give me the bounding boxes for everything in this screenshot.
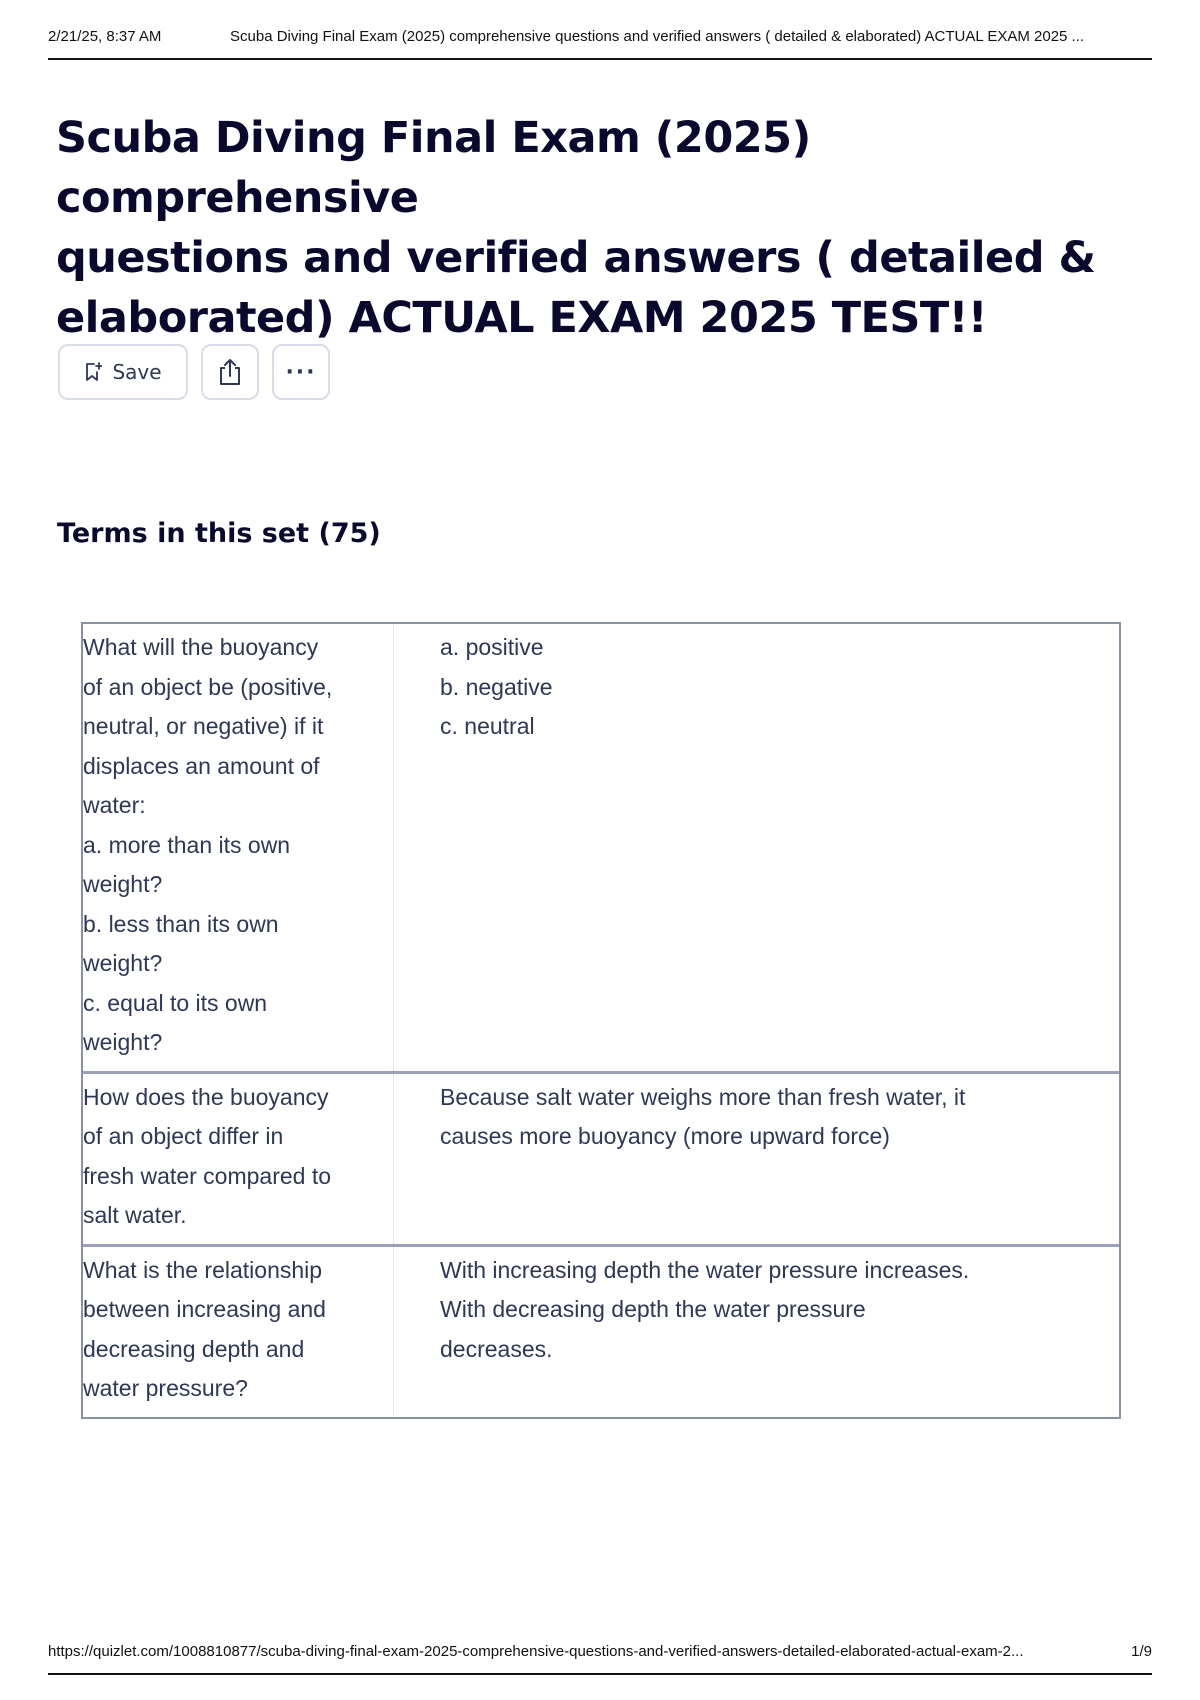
term-line: a. more than its own bbox=[83, 831, 291, 858]
term-line: b. less than its own bbox=[83, 910, 279, 937]
terms-list bbox=[81, 622, 1121, 1419]
term-line: of an object differ in bbox=[83, 1123, 284, 1149]
definition-line: With increasing depth the water pressure increases. bbox=[440, 1256, 970, 1283]
page-title-line: Scuba Diving Final Exam (2025) comprehensive bbox=[56, 113, 811, 223]
page-number: 1/9 bbox=[1131, 1643, 1152, 1660]
term-line: c. equal to its own bbox=[83, 989, 268, 1016]
term-line: of an object be (positive, bbox=[83, 673, 333, 700]
print-url: https://quizlet.com/1008810877/scuba-diving-final-exam-2025-comprehensive-questions-and-verified-answers-detailed-elaborated-actual-exam-2... bbox=[48, 1643, 1024, 1660]
term-word bbox=[83, 624, 394, 1071]
term-card bbox=[83, 1071, 1119, 1244]
term-line: decreasing depth and bbox=[83, 1335, 305, 1362]
term-line: salt water. bbox=[83, 1202, 187, 1228]
share-icon bbox=[216, 357, 244, 387]
set-actions bbox=[58, 344, 330, 400]
print-datetime: 2/21/25, 8:37 AM bbox=[48, 28, 162, 45]
definition-line: Because salt water weighs more than fresh water, it bbox=[440, 1083, 966, 1110]
page-title-line: questions and verified answers ( detailed & bbox=[56, 233, 1096, 283]
print-header bbox=[48, 28, 1152, 60]
print-doc-title: Scuba Diving Final Exam (2025) comprehensive questions and verified answers ( detailed & elaborated) ACTUAL EXAM 2025 ... bbox=[230, 28, 1085, 45]
save-button[interactable] bbox=[58, 344, 188, 400]
term-card bbox=[83, 624, 1119, 1071]
page-title-line: elaborated) ACTUAL EXAM 2025 TEST!! bbox=[56, 293, 987, 343]
term-line: What is the relationship bbox=[83, 1256, 323, 1283]
share-button[interactable] bbox=[201, 344, 259, 400]
term-line: displaces an amount of bbox=[83, 752, 320, 779]
term-definition bbox=[394, 624, 1119, 1071]
term-card bbox=[83, 1244, 1119, 1417]
term-line: water pressure? bbox=[83, 1375, 248, 1401]
term-word bbox=[83, 1247, 394, 1417]
more-options-button[interactable] bbox=[272, 344, 330, 400]
definition-line: decreases. bbox=[440, 1335, 553, 1362]
definition-line: causes more buoyancy (more upward force) bbox=[440, 1123, 890, 1149]
term-line: fresh water compared to bbox=[83, 1162, 332, 1189]
definition-line: c. neutral bbox=[440, 713, 535, 739]
term-definition bbox=[394, 1247, 1119, 1417]
term-line: neutral, or negative) if it bbox=[83, 713, 324, 739]
print-footer bbox=[48, 1643, 1152, 1675]
term-line: weight? bbox=[83, 871, 163, 897]
term-line: weight? bbox=[83, 1029, 163, 1055]
term-word bbox=[83, 1074, 394, 1244]
page-title bbox=[56, 108, 1156, 348]
definition-line: With decreasing depth the water pressure bbox=[440, 1296, 866, 1322]
term-line: water: bbox=[83, 792, 146, 818]
bookmark-add-icon bbox=[84, 362, 102, 382]
definition-line: a. positive bbox=[440, 634, 544, 660]
term-line: How does the buoyancy bbox=[83, 1083, 329, 1110]
save-button-label: Save bbox=[112, 360, 162, 384]
term-line: What will the buoyancy bbox=[83, 634, 319, 660]
term-line: weight? bbox=[83, 950, 163, 976]
term-definition bbox=[394, 1074, 1119, 1244]
term-line: between increasing and bbox=[83, 1296, 326, 1322]
more-horizontal-icon: ··· bbox=[285, 359, 317, 385]
terms-heading: Terms in this set (75) bbox=[57, 518, 381, 549]
definition-line: b. negative bbox=[440, 673, 553, 700]
